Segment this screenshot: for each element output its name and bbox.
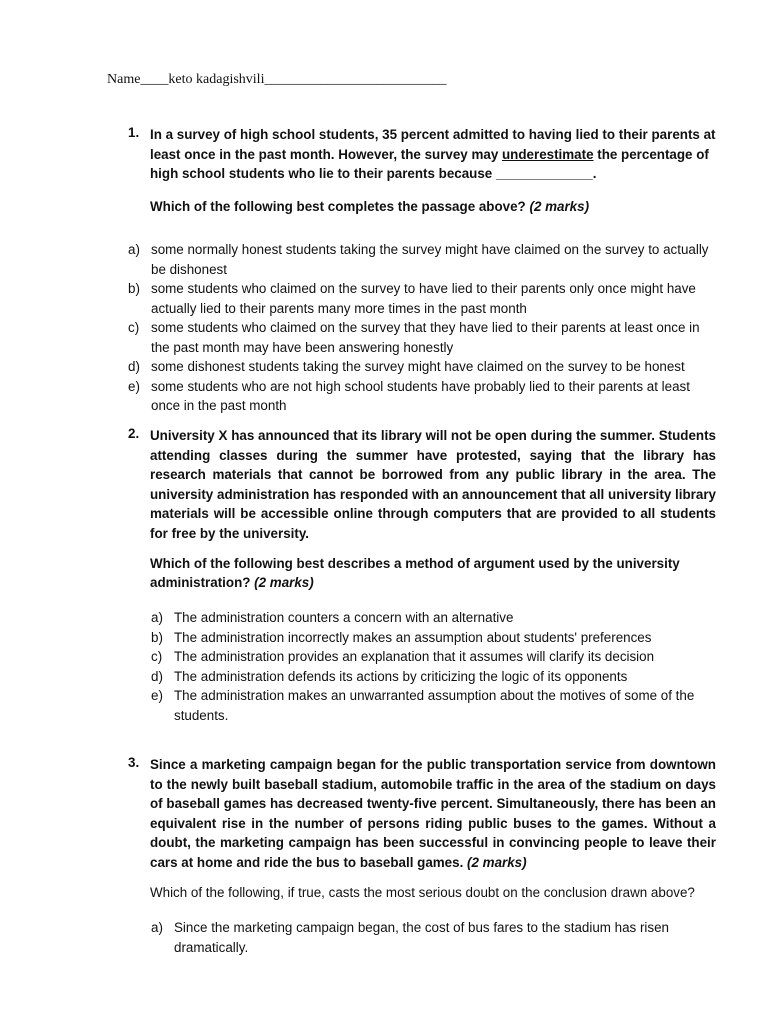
question-number: 1. — [128, 125, 140, 140]
q3-options — [151, 918, 711, 957]
marks-label: (2 marks) — [254, 575, 314, 591]
question-1 — [128, 125, 716, 230]
option-a[interactable]: a) The administration counters a concern with an alternative — [151, 610, 514, 625]
option-b[interactable]: b) The administration incorrectly makes an assumption about students' preferences — [151, 629, 652, 645]
question-stem — [150, 125, 716, 184]
option-a[interactable]: a) Since the marketing campaign began, the cost of bus fares to the stadium has risen dramatically. — [151, 920, 669, 955]
option-d[interactable]: d) The administration defends its actions by criticizing the logic of its opponents — [151, 668, 628, 684]
q2-options — [151, 608, 711, 725]
marks-label: (2 marks) — [529, 198, 590, 214]
question-2 — [128, 426, 716, 606]
question-3 — [128, 755, 716, 916]
stem-text: In a survey of high school students, 35 percent admitted to having lied to their parents at least once in the past month. However, the survey may — [150, 127, 716, 162]
prompt-text: Which of the following best completes the passage above? — [150, 198, 526, 214]
stem-underlined-word: underestimate — [502, 146, 594, 162]
option-b[interactable]: b) some students who claimed on the survey to have lied to their parents only once might have actually lied to their parents many more times in the past month — [128, 281, 696, 316]
prompt-text: Which of the following best describes a method of argument used by the university administration? — [150, 555, 680, 591]
question-prompt — [150, 197, 716, 217]
stem-text: Since a marketing campaign began for the public transportation service from downtown to the newly built baseball stadium, automobile traffic in the area of the stadium on days of baseball games has decreased twenty-five percent. Simultaneously, there has been an equivalent rise in the number of persons riding public buses to the games. Without a doubt, the marketing campaign has been successful in convincing people to leave their cars at home and ride the bus to baseball games. — [150, 757, 716, 870]
option-a[interactable]: a) some normally honest students taking the survey might have claimed on the survey to actually be dishonest — [128, 242, 709, 277]
option-e[interactable]: e) The administration makes an unwarranted assumption about the motives of some of the students. — [151, 688, 695, 723]
question-number: 3. — [128, 755, 140, 770]
question-prompt: Which of the following, if true, casts the most serious doubt on the conclusion drawn above? — [150, 884, 695, 900]
question-stem — [150, 755, 716, 873]
question-stem: University X has announced that its library will not be open during the summer. Students attending classes during the summer have protested, saying that the library has research materials that cannot be borrowed from any public library in the area. The university administration has responded with an announcement that all university library materials will be accessible online through computers that are provided to all students for free by the university. — [150, 428, 716, 541]
question-prompt — [150, 554, 716, 593]
marks-label: (2 marks) — [467, 854, 527, 870]
option-e[interactable]: e) some students who are not high school students have probably lied to their parents at least once in the past month — [128, 378, 690, 413]
student-name-line: Name____keto kadagishvili__________________________ — [107, 72, 447, 87]
question-number: 2. — [128, 426, 140, 441]
option-c[interactable]: c) some students who claimed on the survey that they have lied to their parents at least once in the past month may have been answering honestly — [128, 320, 700, 355]
option-d[interactable]: d) some dishonest students taking the survey might have claimed on the survey to be honest — [128, 359, 685, 374]
stem-text-end: the percentage of high school students who lie to their parents because _____________. — [150, 146, 709, 182]
q1-options — [128, 240, 716, 416]
option-c[interactable]: c) The administration provides an explanation that it assumes will clarify its decision — [151, 649, 655, 664]
